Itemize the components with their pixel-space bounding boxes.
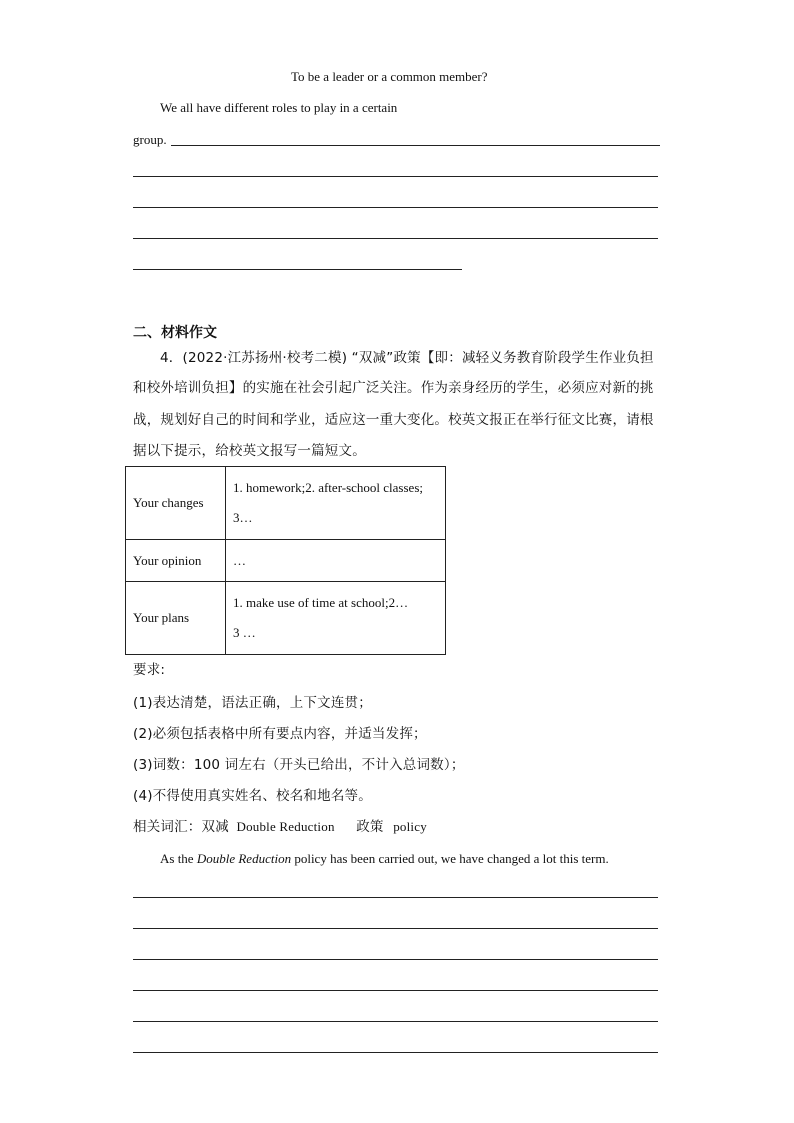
question-text-line-1: 4．(2022·江苏扬州·校考二模) “双减”政策【即：减轻义务教育阶段学生作业负担 <box>160 350 654 366</box>
writing-line <box>133 176 658 177</box>
table-cell-content <box>226 467 446 540</box>
writing-line <box>133 990 658 991</box>
requirement-item: (2)必须包括表格中所有要点内容，并适当发挥； <box>133 726 427 742</box>
cell-line: 3… <box>233 510 253 525</box>
question-text-line-4: 据以下提示，给校英文报写一篇短文。 <box>133 443 366 459</box>
requirements-title: 要求: <box>133 662 166 678</box>
requirement-item: (4)不得使用真实姓名、校名和地名等。 <box>133 788 372 804</box>
cell-line: 3 … <box>233 625 256 640</box>
table-cell-content <box>226 540 446 582</box>
table-cell-label: Your changes <box>126 467 226 540</box>
cell-line: 1. make use of time at school;2… <box>233 595 409 610</box>
vocab-term: Double Reduction <box>236 819 335 834</box>
writing-line <box>133 928 658 929</box>
table-cell-label: Your plans <box>126 582 226 655</box>
prompt-table <box>125 466 446 655</box>
table-row <box>126 540 446 582</box>
writing-line <box>133 207 658 208</box>
table-row <box>126 467 446 540</box>
related-vocabulary <box>133 817 427 837</box>
writing-line <box>133 959 658 960</box>
writing-line <box>133 269 462 270</box>
writing-line <box>133 1052 658 1053</box>
table-cell-label: Your opinion <box>126 540 226 582</box>
essay-title: To be a leader or a common member? <box>291 69 488 84</box>
table-row <box>126 582 446 655</box>
writing-line <box>171 145 660 146</box>
table-cell-content <box>226 582 446 655</box>
essay-opening: We all have different roles to play in a certain <box>160 100 398 115</box>
vocab-prefix: 相关词汇：双减 <box>133 819 229 835</box>
requirement-item: (3)词数：100 词左右（开头已给出，不计入总词数）； <box>133 757 465 773</box>
writing-line <box>133 897 658 898</box>
start-italic-term: Double Reduction <box>196 851 292 866</box>
question-text-line-2: 和校外培训负担】的实施在社会引起广泛关注。作为亲身经历的学生，必须应对新的挑 <box>133 380 654 396</box>
vocab-cn: 政策 <box>356 819 384 835</box>
writing-line <box>133 1021 658 1022</box>
writing-line <box>133 238 658 239</box>
start-text: As the <box>160 851 197 866</box>
essay-opening-cont: group. <box>133 132 167 147</box>
section-heading: 二、材料作文 <box>133 325 217 341</box>
essay-start-sentence <box>160 850 609 868</box>
question-text-line-3: 战，规划好自己的时间和学业，适应这一重大变化。校英文报正在举行征文比赛，请根 <box>133 412 654 428</box>
requirement-item: (1)表达清楚，语法正确，上下文连贯； <box>133 695 372 711</box>
cell-line: 1. homework;2. after-school classes; <box>233 480 423 495</box>
vocab-term: policy <box>393 819 427 834</box>
cell-line: … <box>233 552 246 568</box>
start-text: policy has been carried out, we have changed a lot this term. <box>291 851 609 866</box>
